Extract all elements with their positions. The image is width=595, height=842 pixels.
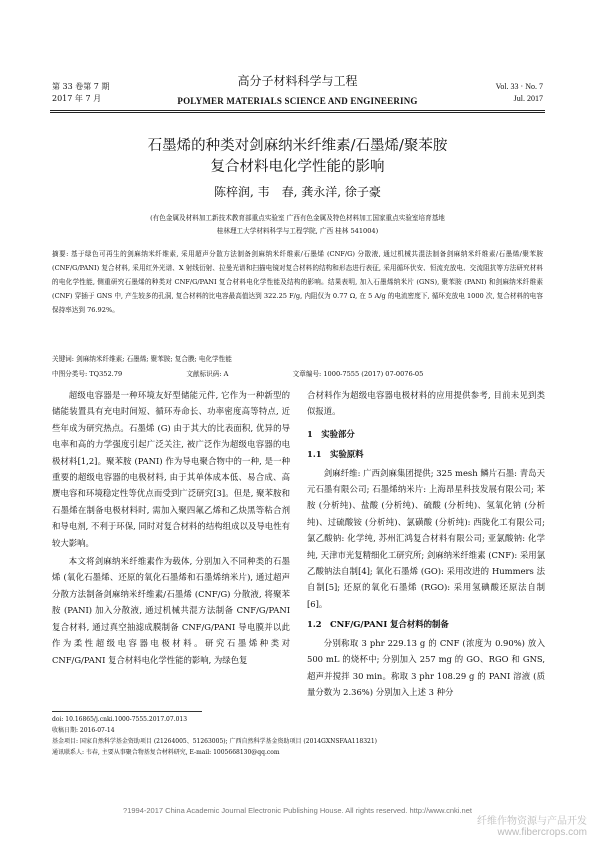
preparation-paragraph: 分别称取 3 phr 229.13 g 的 CNF (浓度为 0.90%) 放入 500 mL 的烧杯中; 分别加入 257 mg 的 GO、RGO 和 GNS, 超声并搅拌 30 min。称取 3 phr 108.29 g 的 PANI 溶液 (质量分数为 2.36%) 分别加入上述 3 种分 [307, 637, 545, 697]
keywords: 关键词: 剑麻纳米纤维素; 石墨烯; 聚苯胺; 复合膜; 电化学性能 [52, 355, 232, 363]
title-line-2: 复合材料电化学性能的影响 [210, 159, 385, 175]
received-date: 收稿日期: 2016-07-14 [52, 727, 115, 734]
journal-title-cn: 高分子材料科学与工程 [237, 74, 358, 88]
classification [52, 367, 543, 381]
materials-paragraph: 剑麻纤维: 广西剑麻集团提供; 325 mesh 鳞片石墨: 青岛天元石墨有限公司; 石墨烯纳米片: 上海昂星科技发展有限公司; 苯胺 (分析纯)、盐酸 (分析纯)、硫酸 (分析纯)、氢氧化钠 (分析纯)、过硫酸铵 (分析纯)、氯磺酸 (分析纯): 西陇化工有限公司; 氯乙酸钠: 化学纯, 苏州汇鸿复合材料有限公司; 亚氯酸钠: 化学纯, 天津市光复精细化工研究所; 剑麻纳米纤维素 (CNF): 采用氯乙酸钠法自制[4]; 氧化石墨烯 (GO): 采用改进的 Hummers 法自制[5]; 还原的氧化石墨烯 (RGO): 采用氢碘酸还原法自制[6]。 [307, 467, 545, 609]
affiliation-line-2: 桂林理工大学材料科学与工程学院, 广西 桂林 541004) [216, 227, 379, 235]
footnote [52, 714, 543, 758]
section-heading-1-1: 1.1 实验原料 [307, 449, 364, 460]
header-rule [50, 110, 545, 111]
title-line-1: 石墨烯的种类对剑麻纳米纤维素/石墨烯/聚苯胺 [147, 138, 448, 154]
clc-number: 中图分类号: TQ352.79 [52, 370, 123, 378]
abstract: 摘要: 基于绿色可再生的剑麻纳米纤维素, 采用超声分散方法制备剑麻纳米纤维素/石墨烯 (CNF/G) 分散液, 通过机械共混法制备剑麻纳米纤维素/石墨烯/聚苯胺 (CNF/G/PANI) 复合材料, 采用红外光谱、X 射线衍射、拉曼光谱和扫描电镜对复合材料的结构和形态进行表征, 采用循环伏安、恒流充放电、交流阻抗等方法研究材料的电化学性能, 侧重研究石墨烯的种类对 CNF/G/PANI 复合材料电化学性能及结构的影响。结果表明, 加入石墨烯纳米片 (GNS), 聚苯胺 (PANI) 和剑麻纳米纤维素 (CNF) 穿插于 GNS 中, 产生较多的孔洞, 复合材料的比电容最高值达到 322.25 F/g, 内阻仅为 0.77 Ω, 在 5 A/g 的电流密度下, 循环充放电 1000 次, 复合材料的电容保持率达到 76.92%。 [52, 250, 543, 314]
funding: 基金项目: 国家自然科学基金资助项目 (21264005、51263005); 广西自然科学基金资助项目 (2014GXNSFAA118321) [52, 738, 378, 745]
intro-paragraph-1: 超级电容器是一种环境友好型储能元件, 它作为一种新型的储能装置具有充电时间短、循环寿命长、功率密度高等特点, 近些年成为研究热点。石墨烯 (G) 由于其大的比表面积, 优异的导电率和高的力学强度引起广泛关注, 被广泛作为超级电容器的电极材料[1,2]。聚苯胺 (PANI) 作为导电聚合物中的一种, 是一种重要的超级电容器的电极材料, 由于其单体成本低、易合成、高赝电容和环境稳定性等优点而受到广泛研究[3]。但是, 聚苯胺和石墨烯在制备电极材料时, 需加入聚四氟乙烯和乙炔黑等粘合剂和导电剂, 不利于环保, 同时对复合材料的结构组成以及导电性有较大影响。 [52, 390, 290, 548]
volume-en: Vol. 33 · No. 7 [495, 82, 543, 91]
watermark [477, 816, 587, 838]
date-en: Jul. 2017 [513, 94, 543, 103]
section-heading-1-2: 1.2 CNF/G/PANI 复合材料的制备 [307, 619, 449, 630]
authors: 陈梓润, 韦 春, 龚永洋, 徐子豪 [214, 185, 381, 199]
body-right-column [307, 387, 545, 700]
section-heading-1: 1 实验部分 [307, 428, 355, 439]
contact: 通讯联系人: 韦春, 主要从事聚合物基复合材料研究, E-mail: 1005668130@qq.com [52, 749, 280, 756]
volume-cn: 第 33 卷第 7 期 [52, 82, 110, 91]
affiliation [60, 212, 535, 238]
document-code: 文献标识码: A [186, 370, 229, 378]
intro-paragraph-2: 本文将剑麻纳米纤维素作为载体, 分别加入不同种类的石墨烯 (氧化石墨烯、还原的氧化石墨烯和石墨烯纳米片), 通过超声分散方法制备剑麻纳米纤维素/石墨烯 (CNF/G) 分散液, 将聚苯胺 (PANI) 加入分散液, 通过机械共混方法制备 CNF/G/PANI 复合材料, 通过真空抽滤成膜制备 CNF/G/PANI 导电膜并以此作为柔性超级电容器电极材料。研究石墨烯种类对 CNF/G/PANI 复合材料电化学性能的影响, 为绿色复 [52, 556, 290, 665]
journal-title-en: POLYMER MATERIALS SCIENCE AND ENGINEERING [177, 96, 418, 106]
watermark-line-2: www.fibercrops.com [497, 827, 587, 838]
article-number: 文章编号: 1000-7555 (2017) 07-0076-05 [292, 370, 424, 378]
intro-continuation: 合材料作为超级电容器电极材料的应用提供参考, 目前未见到类似报道。 [307, 390, 545, 417]
footnote-rule [52, 711, 202, 712]
article-title [40, 136, 555, 178]
header-right [496, 81, 543, 105]
affiliation-line-1: (有色金属及材料加工新技术教育部重点实验室 广西有色金属及特色材料加工国家重点实验室培育基地 [150, 214, 445, 222]
copyright-line: ?1994-2017 China Academic Journal Electronic Publishing House. All rights reserved. http://www.cnki.net [123, 806, 472, 815]
doi: doi: 10.16865/j.cnki.1000-7555.2017.07.013 [52, 716, 188, 723]
body-left-column [52, 387, 290, 668]
header-rule-thin [50, 112, 545, 113]
watermark-line-1: 纤维作物资源与产品开发 [477, 816, 587, 827]
date-cn: 2017 年 7 月 [52, 94, 102, 103]
